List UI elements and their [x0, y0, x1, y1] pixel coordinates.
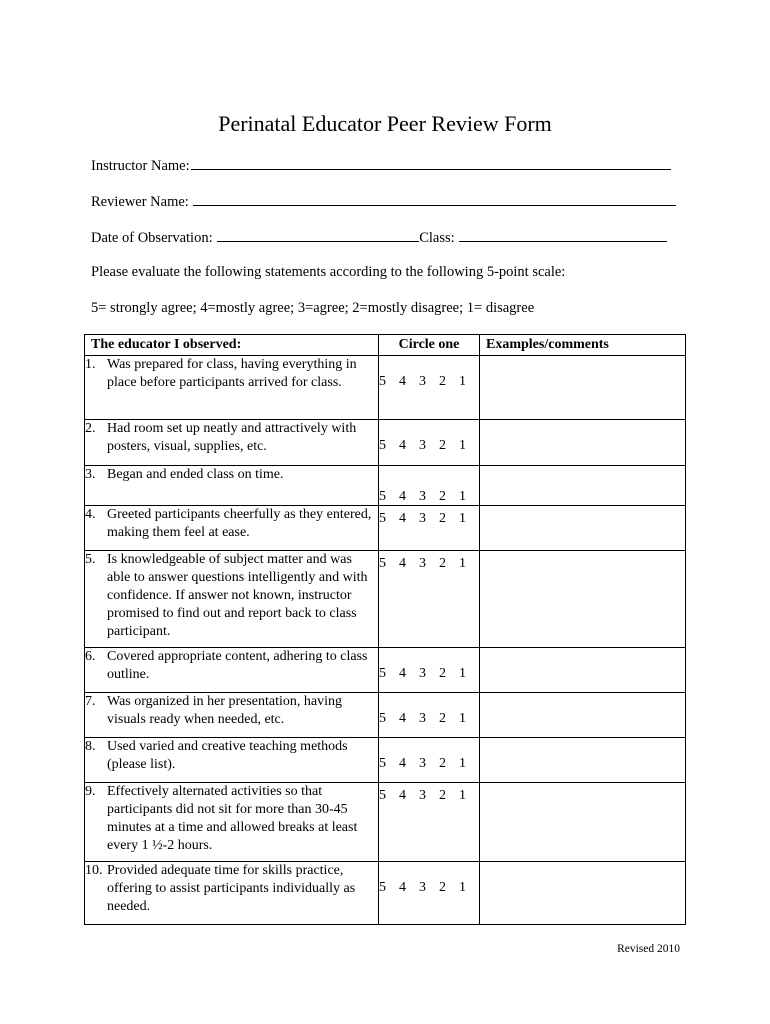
rating-option-4[interactable]: 4 — [399, 556, 406, 571]
comments-cell[interactable] — [480, 466, 686, 506]
table-header-row — [85, 335, 686, 356]
date-label: Date of Observation: — [91, 230, 217, 246]
rating-option-2[interactable]: 2 — [439, 880, 446, 895]
reviewer-name-label: Reviewer Name: — [91, 194, 193, 210]
form-title: Perinatal Educator Peer Review Form — [218, 111, 552, 136]
statement-number: 6. — [85, 649, 96, 664]
comments-cell[interactable] — [480, 862, 686, 925]
table-row — [85, 420, 686, 466]
table-row — [85, 862, 686, 925]
table-row — [85, 648, 686, 693]
statement-number: 1. — [85, 357, 96, 372]
rating-option-3[interactable]: 3 — [419, 666, 426, 681]
rating-option-1[interactable]: 1 — [459, 711, 466, 726]
statement-number: 4. — [85, 507, 96, 522]
rating-option-1[interactable]: 1 — [459, 756, 466, 771]
rating-option-5[interactable]: 5 — [379, 438, 386, 453]
rating-option-2[interactable]: 2 — [439, 666, 446, 681]
statement-text: Covered appropriate content, adhering to class outline. — [107, 649, 368, 682]
rating-option-4[interactable]: 4 — [399, 880, 406, 895]
statement-cell — [85, 356, 379, 420]
rating-option-2[interactable]: 2 — [439, 788, 446, 803]
rating-option-2[interactable]: 2 — [439, 438, 446, 453]
rating-cell — [379, 862, 480, 925]
table-row — [85, 693, 686, 738]
statement-cell — [85, 693, 379, 738]
comments-cell[interactable] — [480, 783, 686, 862]
rating-option-5[interactable]: 5 — [379, 489, 386, 504]
statement-text: Was prepared for class, having everything in place before participants arrived for class. — [107, 357, 357, 390]
statement-text: Effectively alternated activities so that participants did not sit for more than 30-45 minutes at a time and allowed breaks at least every 1 ½-2 hours. — [107, 784, 358, 853]
rating-option-1[interactable]: 1 — [459, 511, 466, 526]
rating-cell — [379, 356, 480, 420]
statement-cell — [85, 783, 379, 862]
class-field[interactable] — [459, 229, 667, 242]
rating-cell — [379, 783, 480, 862]
statement-cell — [85, 738, 379, 783]
header-rating: Circle one — [379, 335, 480, 356]
rating-option-3[interactable]: 3 — [419, 756, 426, 771]
comments-cell[interactable] — [480, 356, 686, 420]
rating-option-3[interactable]: 3 — [419, 438, 426, 453]
rating-option-2[interactable]: 2 — [439, 489, 446, 504]
table-row — [85, 738, 686, 783]
statement-text: Is knowledgeable of subject matter and was able to answer questions intelligently and with confidence. If answer not known, instructor promised to find out and report back to class participant. — [107, 552, 368, 639]
rating-cell — [379, 738, 480, 783]
rating-option-1[interactable]: 1 — [459, 666, 466, 681]
rating-option-1[interactable]: 1 — [459, 556, 466, 571]
statement-number: 10. — [85, 863, 103, 878]
rating-option-3[interactable]: 3 — [419, 511, 426, 526]
rating-option-4[interactable]: 4 — [399, 374, 406, 389]
date-field[interactable] — [217, 229, 419, 242]
statement-cell — [85, 466, 379, 506]
rating-option-2[interactable]: 2 — [439, 511, 446, 526]
rating-option-2[interactable]: 2 — [439, 556, 446, 571]
revised-note: Revised 2010 — [617, 943, 680, 955]
class-label: Class: — [419, 230, 459, 246]
comments-cell[interactable] — [480, 738, 686, 783]
rating-option-5[interactable]: 5 — [379, 374, 386, 389]
instructor-name-line — [91, 157, 671, 175]
instructor-name-label: Instructor Name: — [91, 158, 190, 174]
comments-cell[interactable] — [480, 693, 686, 738]
date-class-line — [91, 229, 667, 247]
reviewer-name-field[interactable] — [193, 193, 676, 206]
review-rows — [85, 356, 686, 925]
comments-cell[interactable] — [480, 420, 686, 466]
table-row — [85, 466, 686, 506]
statement-cell — [85, 648, 379, 693]
rating-option-5[interactable]: 5 — [379, 556, 386, 571]
rating-option-1[interactable]: 1 — [459, 374, 466, 389]
rating-option-3[interactable]: 3 — [419, 788, 426, 803]
statement-number: 8. — [85, 739, 96, 754]
rating-option-5[interactable]: 5 — [379, 880, 386, 895]
comments-cell[interactable] — [480, 648, 686, 693]
rating-option-5[interactable]: 5 — [379, 756, 386, 771]
rating-option-5[interactable]: 5 — [379, 511, 386, 526]
reviewer-name-line — [91, 193, 676, 211]
rating-option-5[interactable]: 5 — [379, 666, 386, 681]
table-row — [85, 551, 686, 648]
rating-cell — [379, 466, 480, 506]
statement-text: Had room set up neatly and attractively with posters, visual, supplies, etc. — [107, 421, 357, 454]
rating-option-2[interactable]: 2 — [439, 756, 446, 771]
table-row — [85, 783, 686, 862]
review-table — [84, 334, 686, 925]
statement-number: 3. — [85, 467, 96, 482]
rating-option-3[interactable]: 3 — [419, 880, 426, 895]
statement-number: 5. — [85, 552, 96, 567]
statement-cell — [85, 420, 379, 466]
rating-option-1[interactable]: 1 — [459, 489, 466, 504]
rating-option-2[interactable]: 2 — [439, 374, 446, 389]
comments-cell[interactable] — [480, 506, 686, 551]
header-comments: Examples/comments — [480, 335, 686, 356]
statement-number: 9. — [85, 784, 96, 799]
instructions-text: Please evaluate the following statements according to the following 5-point scale: — [91, 264, 566, 280]
rating-option-4[interactable]: 4 — [399, 756, 406, 771]
statement-text: Began and ended class on time. — [107, 467, 284, 482]
table-row — [85, 356, 686, 420]
statement-cell — [85, 506, 379, 551]
rating-option-3[interactable]: 3 — [419, 374, 426, 389]
statement-cell — [85, 862, 379, 925]
statement-number: 7. — [85, 694, 96, 709]
rating-option-4[interactable]: 4 — [399, 489, 406, 504]
statement-text: Used varied and creative teaching methods (please list). — [107, 739, 348, 772]
rating-option-2[interactable]: 2 — [439, 711, 446, 726]
rating-option-4[interactable]: 4 — [399, 788, 406, 803]
comments-cell[interactable] — [480, 551, 686, 648]
rating-option-4[interactable]: 4 — [399, 438, 406, 453]
table-row — [85, 506, 686, 551]
rating-option-3[interactable]: 3 — [419, 489, 426, 504]
rating-option-1[interactable]: 1 — [459, 880, 466, 895]
rating-cell — [379, 506, 480, 551]
rating-cell — [379, 693, 480, 738]
rating-cell — [379, 551, 480, 648]
statement-text: Provided adequate time for skills practice, offering to assist participants individually as needed. — [107, 863, 356, 914]
rating-cell — [379, 420, 480, 466]
instructor-name-field[interactable] — [191, 157, 671, 170]
statement-cell — [85, 551, 379, 648]
statement-text: Was organized in her presentation, having visuals ready when needed, etc. — [107, 694, 342, 727]
statement-text: Greeted participants cheerfully as they entered, making them feel at ease. — [107, 507, 372, 540]
rating-option-4[interactable]: 4 — [399, 511, 406, 526]
statement-number: 2. — [85, 421, 96, 436]
header-statement: The educator I observed: — [85, 335, 379, 356]
rating-option-5[interactable]: 5 — [379, 788, 386, 803]
rating-option-3[interactable]: 3 — [419, 556, 426, 571]
rating-option-1[interactable]: 1 — [459, 438, 466, 453]
rating-cell — [379, 648, 480, 693]
rating-option-4[interactable]: 4 — [399, 666, 406, 681]
rating-option-1[interactable]: 1 — [459, 788, 466, 803]
rating-option-3[interactable]: 3 — [419, 711, 426, 726]
scale-legend: 5= strongly agree; 4=mostly agree; 3=agree; 2=mostly disagree; 1= disagree — [91, 300, 535, 316]
rating-option-4[interactable]: 4 — [399, 711, 406, 726]
rating-option-5[interactable]: 5 — [379, 711, 386, 726]
